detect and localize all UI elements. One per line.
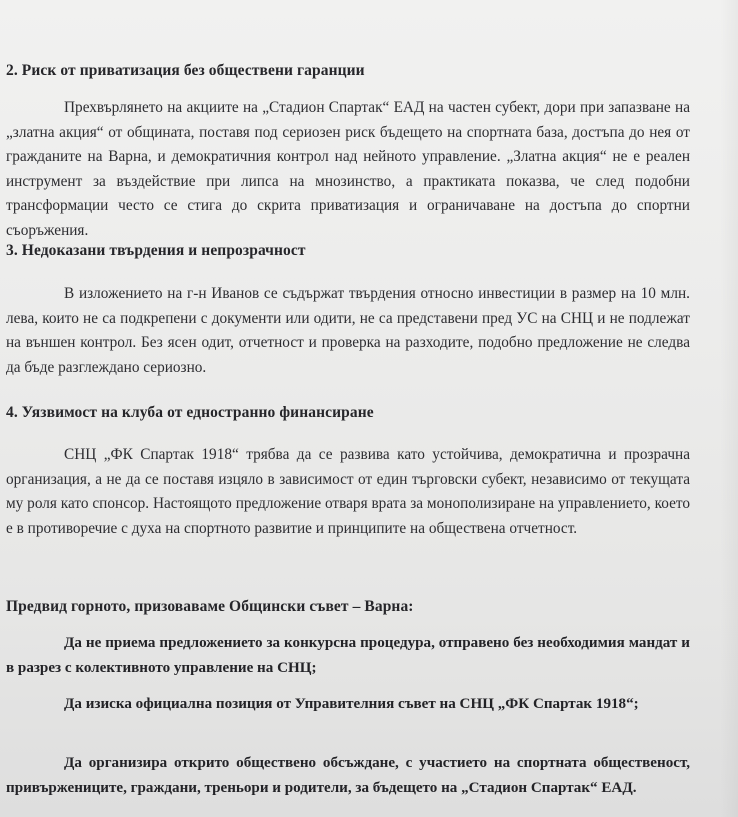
section-heading-unproven-claims: 3. Недоказани твърдения и непрозрачност (6, 242, 306, 259)
section-body-club-vulnerability: СНЦ „ФК Спартак 1918“ трябва да се развива като устойчива, демократична и прозрачна организация, а не да се поставя изцяло в зависимост от един търговски субект, независимо от текущата му роля като спонсор. Настоящото предложение отваря врата за монополизиране на управлението, което е в противоречие с духа на спортното развитие и принципите на обществена отчетност. (6, 446, 690, 537)
conclusion-action-public-discussion: Да организира открито обществено обсъждане, с участието на спортната общественост, привържениците, граждани, треньори и родители, за бъдещето на „Стадион Спартак“ ЕАД. (6, 755, 690, 796)
page-edge-shadow (720, 0, 738, 817)
conclusion-intro: Предвид горното, призоваваме Общински съвет – Варна: (6, 598, 414, 615)
section-body-unproven-claims: В изложението на г-н Иванов се съдържат твърдения относно инвестиции в размер на 10 млн. лева, които не са подкрепени с документи или одити, не са представени пред УС на СНЦ и не подлежат на външен контрол. Без ясен одит, отчетност и проверка на разходите, подобно предложение не следва да бъде разглеждано сериозно. (6, 285, 690, 376)
conclusion-action-reject: Да не приема предложението за конкурсна процедура, отправено без необходимия мандат и в разрез с колективното управление на СНЦ; (6, 635, 690, 676)
section-heading-privatization-risk: 2. Риск от приватизация без обществени гаранции (6, 62, 365, 79)
conclusion-action-request-position: Да изиска официална позиция от Управителния съвет на СНЦ „ФК Спартак 1918“; (64, 696, 639, 712)
section-body-privatization-risk: Прехвърлянето на акциите на „Стадион Спартак“ ЕАД на частен субект, дори при запазване на „златна акция“ от общината, поставя под сериозен риск бъдещето на спортната база, достъпа до нея от гражданите на Варна, и демократичния контрол над нейното управление. „Златна акция“ не е реален инструмент за въздействие при липса на мнозинство, а практиката показва, че след подобни трансформации често се стига до скрита приватизация и ограничаване на достъпа до спортни съоръжения. (6, 99, 690, 239)
section-heading-club-vulnerability: 4. Уязвимост на клуба от едностранно финансиране (6, 404, 374, 421)
